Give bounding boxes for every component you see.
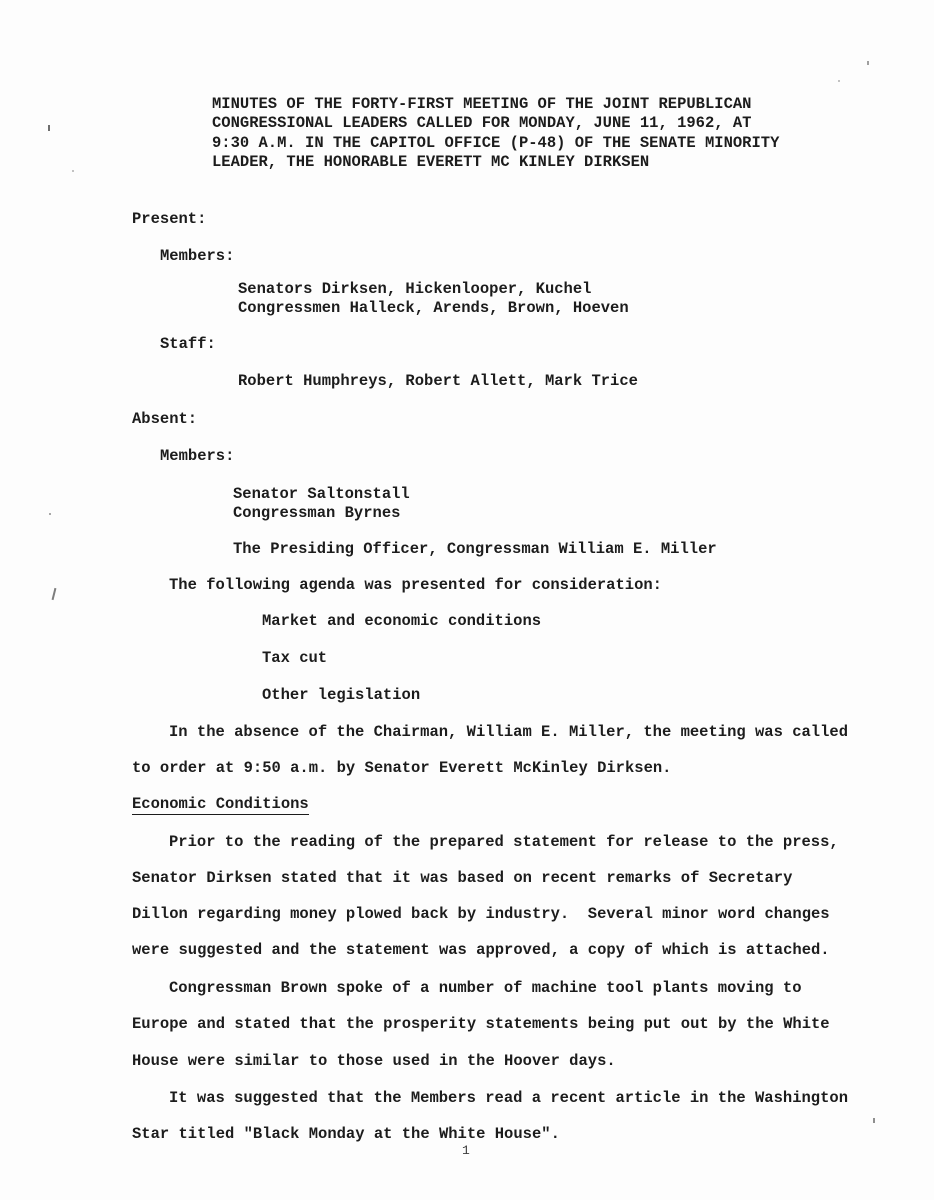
page-number: 1 [462,1143,470,1158]
article-paragraph-line-2: Star titled "Black Monday at the White House". [132,1125,560,1143]
call-to-order-line-1: In the absence of the Chairman, William E. Miller, the meeting was called [169,723,849,741]
agenda-item-tax-cut: Tax cut [262,649,328,667]
economic-paragraph-line-1: Prior to the reading of the prepared statement for release to the press, [169,833,839,851]
title-line-4: LEADER, THE HONORABLE EVERETT MC KINLEY DIRKSEN [212,153,650,171]
presiding-officer-line: The Presiding Officer, Congressman William E. Miller [233,540,717,558]
title-line-1: MINUTES OF THE FORTY-FIRST MEETING OF THE JOINT REPUBLICAN [212,95,752,113]
economic-paragraph-line-2: Senator Dirksen stated that it was based on recent remarks of Secretary [132,869,793,887]
present-members-label: Members: [160,247,235,265]
section-heading-economic-conditions: Economic Conditions [132,795,309,813]
agenda-item-market: Market and economic conditions [262,612,542,630]
scan-artifact [867,61,869,65]
economic-paragraph-line-3: Dillon regarding money plowed back by industry. Several minor word changes [132,905,830,923]
scan-artifact [873,1118,875,1123]
absent-heading: Absent: [132,410,198,428]
present-senators-line: Senators Dirksen, Hickenlooper, Kuchel [238,280,592,298]
article-paragraph-line-1: It was suggested that the Members read a recent article in the Washington [169,1089,849,1107]
economic-paragraph-line-4: were suggested and the statement was approved, a copy of which is attached. [132,941,830,959]
present-staff-names-line: Robert Humphreys, Robert Allett, Mark Trice [238,372,638,390]
title-line-3: 9:30 A.M. IN THE CAPITOL OFFICE (P-48) OF THE SENATE MINORITY [212,134,780,152]
absent-congressman-line: Congressman Byrnes [233,504,401,522]
agenda-intro-line: The following agenda was presented for consideration: [169,576,662,594]
scan-artifact [52,588,57,600]
scan-artifact [72,170,74,172]
present-staff-label: Staff: [160,335,216,353]
absent-senator-line: Senator Saltonstall [233,485,410,503]
agenda-item-other-legislation: Other legislation [262,686,421,704]
present-congressmen-line: Congressmen Halleck, Arends, Brown, Hoeven [238,299,629,317]
call-to-order-line-2: to order at 9:50 a.m. by Senator Everett McKinley Dirksen. [132,759,672,777]
scan-artifact [49,513,51,515]
scan-artifact [838,80,840,82]
absent-members-label: Members: [160,447,235,465]
brown-paragraph-line-3: House were similar to those used in the Hoover days. [132,1052,616,1070]
brown-paragraph-line-1: Congressman Brown spoke of a number of machine tool plants moving to [169,979,802,997]
present-heading: Present: [132,210,207,228]
title-line-2: CONGRESSIONAL LEADERS CALLED FOR MONDAY, JUNE 11, 1962, AT [212,114,752,132]
brown-paragraph-line-2: Europe and stated that the prosperity statements being put out by the White [132,1015,830,1033]
scan-artifact [48,125,50,131]
